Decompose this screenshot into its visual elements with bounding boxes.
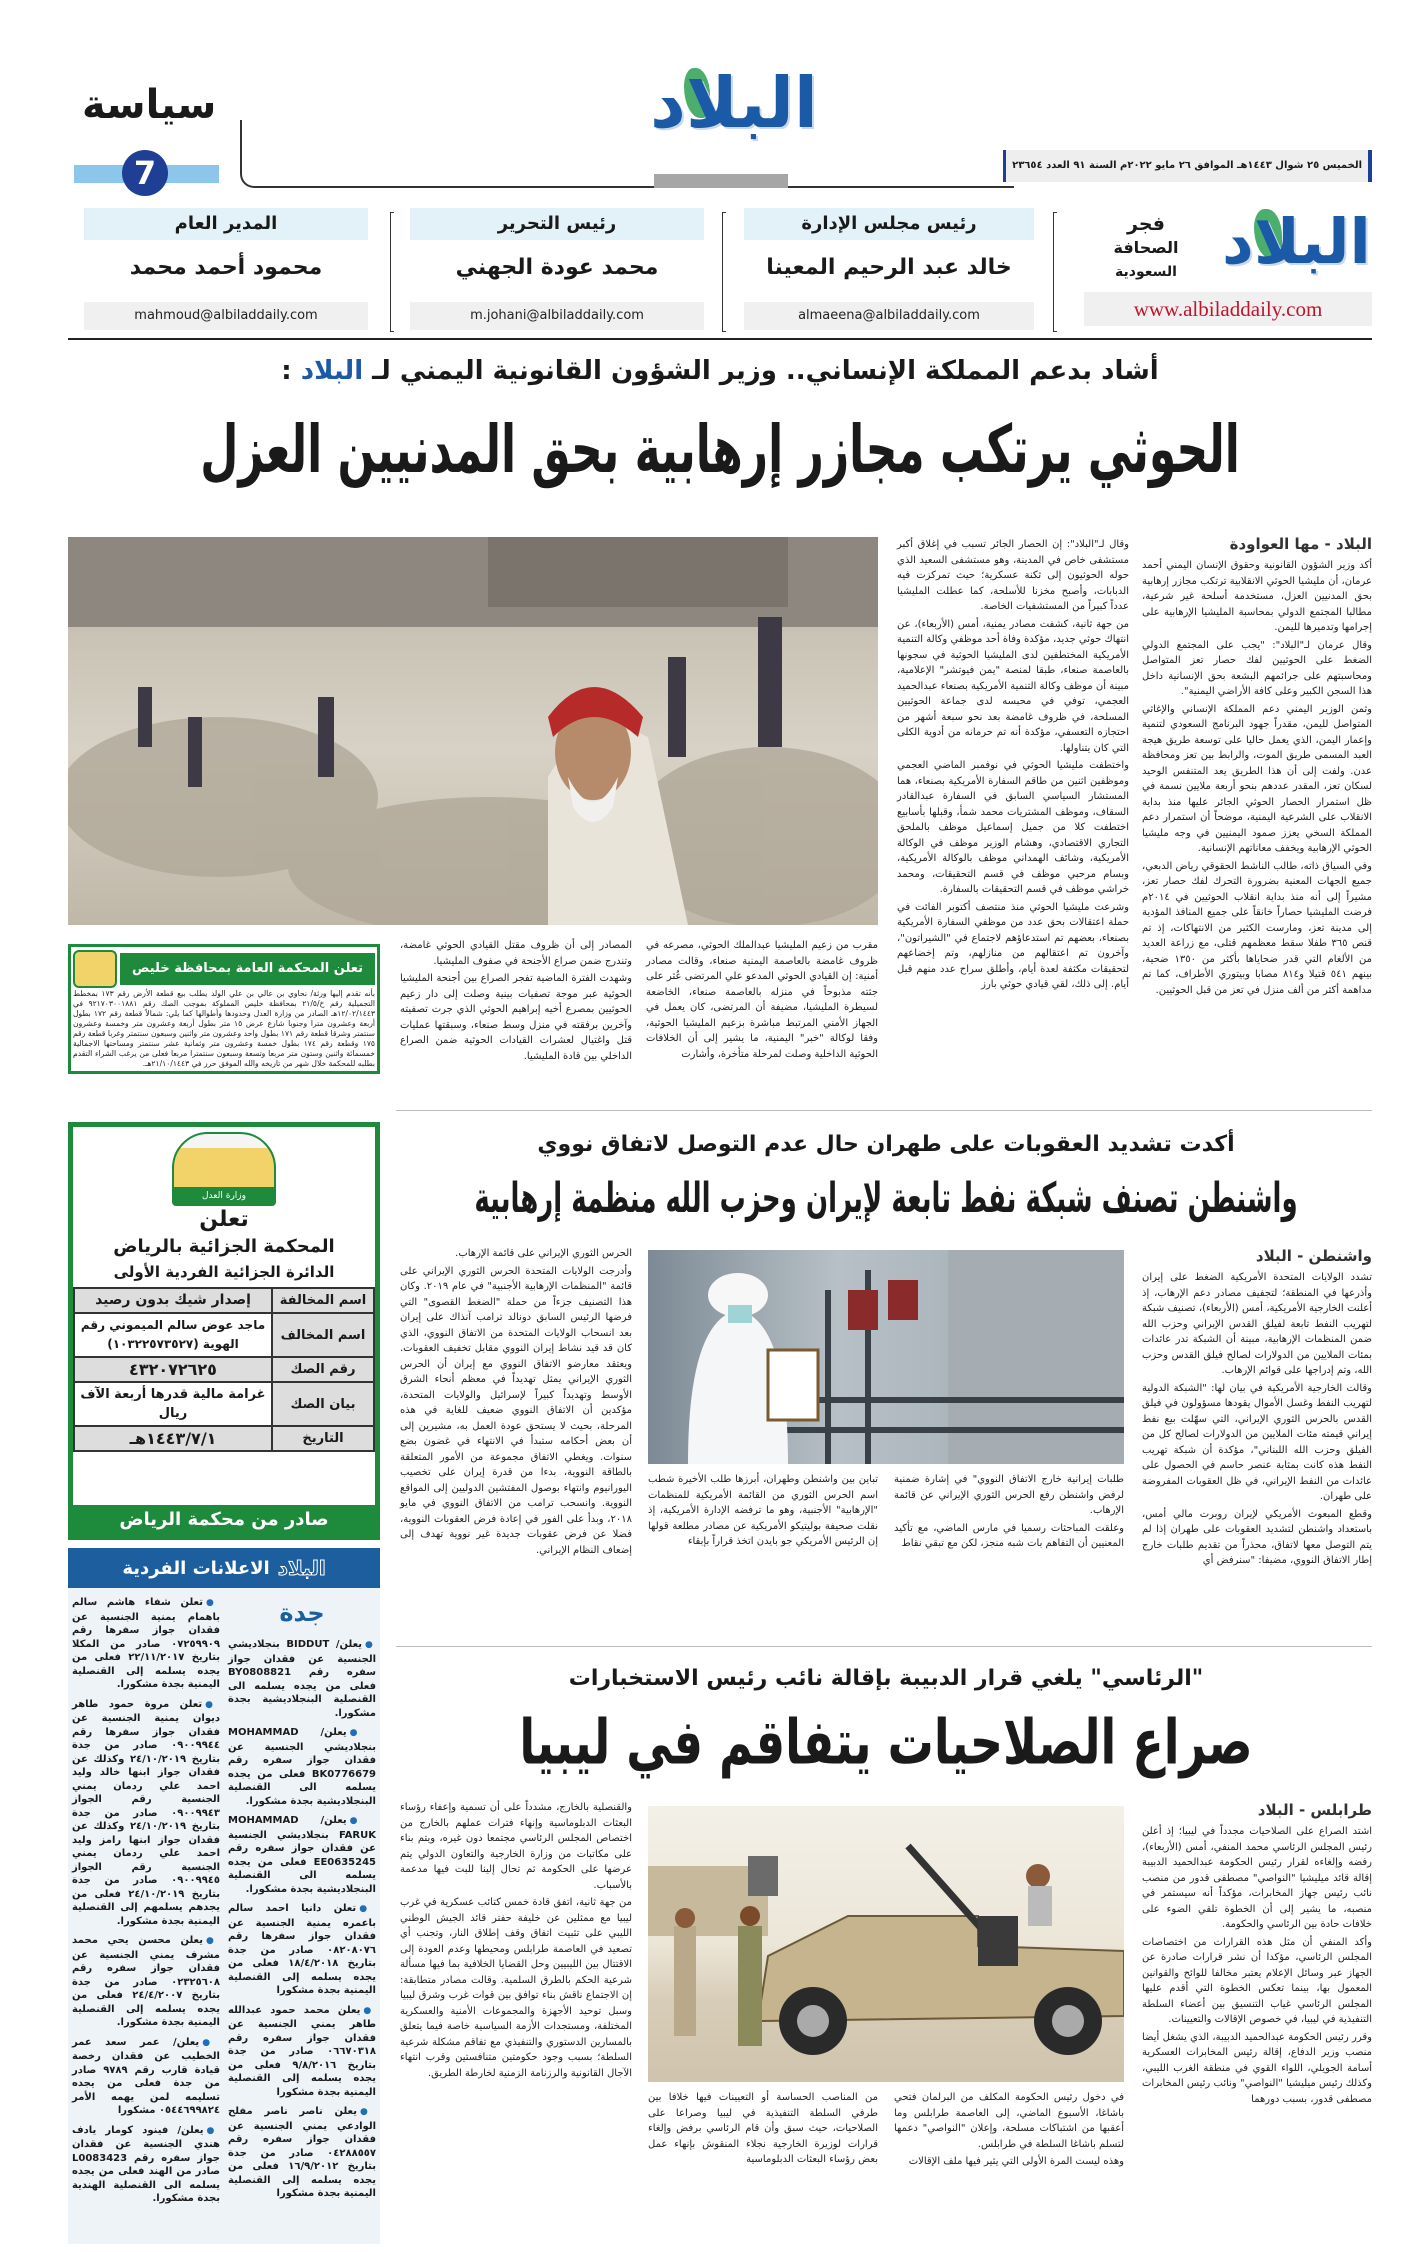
paragraph: واختطفت مليشيا الحوثي في نوفمبر الماضي العجمي وموظفين اثنين من طاقم السفارة الأمريكية بصنعاء، هما المستشار السياسي السابق في السفارة عبدالقادر السقاف، وموظف المشتريات محمد شمأ، وقبلها بأسابيع اختطفت كلا من جميل إسماعيل موظف بالملحق التجاري الاقتصادي، وهشام الوزير موظف في الوكالة الأمريكية، وشائف الهمداني موظف بالوكالة الأمريكية، وبسام مرحبي موظف في قسم التحقيقات، ومحمد خراشي موظف في قسم التحقيقات بالسفارة.: [897, 760, 1129, 895]
paragraph: تباين بين واشنطن وطهران، أبرزها طلب الأخيرة شطب اسم الحرس الثوري من القائمة الأمريكية للمنظمات "الإرهابية" الأجنبية، وهو ما ترفضه الإدارة الأمريكية، إذ نقلت صحيفة بوليتيكو الأمريكية عن مصادر مطلعة قولها إن الرئيس الأمريكي جو بايدن اتخذ قراراً بإبقاء: [648, 1474, 878, 1547]
classifieds-right-column: [228, 1594, 376, 2207]
paragraph: أكد وزير الشؤون القانونية وحقوق الإنسان اليمني أحمد عرمان، أن مليشيا الحوثي الانقلابية ترتكب مجازر إرهابية بحق المدنيين العزل، مستخدمة أسلحة غير شرعية، مطالبا المجتمع الدولي بمحاسبة المليشيا الإرهابية على إجرامها وتدميرها لليمن.: [1142, 560, 1372, 633]
row-label: رقم الصك: [272, 1357, 374, 1382]
top-logo: [650, 62, 818, 144]
paragraph: وشرعت مليشيا الحوثي منذ منتصف أكتوبر الفائت في حملة اعتقالات بحق عدد من موظفي السفارة الأمريكية بصنعاء، بعضهم تم استدعاؤهم لاجتماع في "الشيراتون"، وآخرون تم اعتقالهم من منازلهم، وتم إخضاعهم لتحقيقات مكثفة لعدة أيام، وأطلق سراح عدد منهم قبل أيام. إلى ذلك، لقي قيادي حوثي بارز: [897, 901, 1129, 990]
story3-column-4: [400, 1800, 632, 2083]
row-value: ماجد عوض سالم الميموني رقم الهوية (١٠٣٢٢٥٧٣٥٢٧): [74, 1313, 272, 1357]
logo-text: البلاد: [1222, 205, 1371, 278]
justice-ministry-emblem: [172, 1132, 276, 1206]
section-label: سياسة: [82, 82, 217, 128]
classifieds-left-column: [72, 1596, 220, 2212]
row-value: ١٤٤٣/٧/١هـ: [74, 1426, 272, 1451]
slogan-line: السعودية: [1115, 264, 1177, 280]
story1-divider: [396, 1110, 1372, 1111]
masthead-divider: [1053, 212, 1057, 332]
paragraph: وعلقت المباحثات رسميا في مارس الماضي، مع تأكيد المعنيين أن التفاهم بات شبه منجز، لكن مع تبقي نقاط: [894, 1522, 1124, 1549]
photo-lab-art: [648, 1250, 1124, 1464]
row-value: غرامة مالية قدرها أربعة الآف ريال: [74, 1382, 272, 1426]
story1-col2-body: [897, 537, 1129, 993]
paragraph: من جهة ثانية، اتفق قادة خمس كتائب عسكرية في غرب ليبيا مع ممثلين عن خليفة حفتر قائد الجيش الوطني الليبي على تثبيت اتفاق وقف إطلاق النار، وتجنب أي تصعيد في العاصمة طرابلس ومحيطها وعدم العودة إلى الاقتتال بين الليبيين وحل القضايا الخلافية بما فيها مسألة شرعية الحكم بالطرق السلمية. وقالت مصادر متطابقة: إن الاجتماع ناقش بناء توافق بين قوات غرب وشرق ليبيا وسبل توحيد الأجهزة والمجموعات الأمنية والعسكرية المختلفة، ومستجدات الأزمة السياسية خاصة فيما يتعلق بالمسارين الدستوري والتنفيذي مع تفاقم مشكلة شرعية السلطة؛ بسبب وجود حكومتين متنافستين وقرب انتهاء الآجال القانونية والرزنامة الزمنية لخارطة الطريق.: [400, 1897, 632, 2079]
slogan-line: الصحافة: [1113, 238, 1179, 257]
classifieds-header: [68, 1548, 380, 1588]
story3-kicker: "الرئاسي" يلغي قرار الدبيبة بإقالة نائب رئيس الاستخبارات: [568, 1666, 1204, 1691]
masthead-slogan: [1096, 212, 1196, 284]
paragraph: تشدد الولايات المتحدة الأمريكية الضغط على إيران وأذرعها في المنطقة؛ لتجفيف مصادر دعم الإرهاب، إذ أعلنت الخارجية الأمريكية، أمس (الأربعاء)، تصنيف شبكة لتهريب النفط تابعة لفيلق القدس الإيراني وحزب الله ضمن المنظمات الإرهابية، مبينة أن الشبكة تدر عائدات بمئات الملايين من الدولارات لصالح فيلق القدس وحزب الله، وتم إدراجها على قوائم الإرهاب.: [1142, 1272, 1372, 1376]
story2-column-2: [894, 1472, 1124, 1554]
story2-headline: واشنطن تصنف شبكة نفط تابعة لإيران وحزب الله منظمة إرهابية: [474, 1175, 1298, 1224]
story1-column-4: [400, 938, 632, 1066]
story3-col3-body: [648, 2090, 878, 2168]
classified-ad: ● يعلن/ BIDDUT بنجلاديشي الجنسية عن فقدان جواز سفره رقم BY0808821 فعلى من يجده يسلمه الى القنصلية البنجلاديشية بجدة مشكورا.: [228, 1638, 376, 1720]
khulais-court-ad: [68, 944, 380, 1074]
story2-col1-body: [1142, 1270, 1372, 1569]
story2-col3-body: [648, 1472, 878, 1550]
table-row: [74, 1426, 374, 1451]
staff-title: رئيس التحرير: [410, 208, 704, 240]
paragraph: وقطع المبعوث الأمريكي لإيران روبرت مالي أمس، باستعداد واشنطن لتشديد العقوبات على طهران إذا لم يتم التوصل معها لاتفاق، محذراً من تقديم طلبات خارج إطار الاتفاق النووي، مضيفا: "سنرفض أي: [1142, 1508, 1372, 1566]
photo-nuclear-facility: [648, 1250, 1124, 1464]
masthead-logo: [1222, 205, 1371, 278]
paragraph: وفي السياق ذاته، طالب الناشط الحقوقي رياض الدبعي، جميع الجهات المعنية بضرورة التحرك لفك حصار تعز، مشيراً إلى أنه منذ بداية انقلاب الحوثيين في ٢٠١٤م فرضت المليشيا حصاراً خانقاً على جميع المنافذ المؤدية إلى مدينة تعز، ومارست الكثير من الانتهاكات، إذ تم قنص ٣٦٥ طفلا سقط معظمهم قتلى، مع زراعة العديد من الألغام التي قدر ضحاياها بأكثر من ١٣٥٠ ضحية، بينهم ٥٤١ قتيلا و٨١٤ مصابا وبيتوري الأطراف، كما تم مداهمة أكثر من ألف منزل في تعز من قبل الحوثيين.: [1142, 860, 1372, 996]
photo-rubble-yemen: [68, 537, 878, 925]
logo-text: البلاد: [650, 62, 818, 144]
story2-col2-body: [894, 1472, 1124, 1552]
story1-column-3: [646, 938, 878, 1064]
paragraph: من جهة ثانية، كشفت مصادر يمنية، أمس (الأربعاء)، عن انتهاك حوثي جديد، مؤكدة وفاة أحد موظفي وكالة التنمية الأمريكية المختطفين لدى المليشيا الحوثية في سجونها بالعاصمة صنعاء، طبقا لمنصة "يمن فيوتشر" الإعلامية، مبينة أن موظف وكالة التنمية الأمريكية بصنعاء عبدالحميد العجمي، توفي في محبسه لدى جماعة الحوثيين المسلحة، في ظروف غامضة بعد نحو سبعة أشهر من احتجازه التعسفي، مؤكدة أنه تم حرمانه من أدوية الكلى التي كان يتناولها.: [897, 618, 1129, 754]
story3-byline: طرابلس - البلاد: [1257, 1801, 1372, 1819]
staff-name: محمد عودة الجهني: [455, 255, 659, 280]
classified-ad: ● يعلن محسن يحي محمد مشرف يمني الجنسية عن فقدان جواز سفره رقم ٠٢٣٢٥٦٠٨ صادر من جدة بتاريخ ٢٤/٤/٢٠٠٧ فعلى من يجده يسلمه إلى القنصلية اليمنية بجدة مشكورا.: [72, 1934, 220, 2030]
classified-ad: ● يعلن/ MOHAMMAD بنجلاديشي الجنسية عن فقدان جواز سفره رقم BK0776679 فعلى من يجده يسلمه الى القنصلية البنجلاديشية بجدة مشكورا.: [228, 1726, 376, 1808]
paragraph: وأكد المنفي أن مثل هذه القرارات من اختصاصات المجلس الرئاسي، مؤكدا أن نشر قرارات صادرة عن الجهاز عبر وسائل الإعلام يعتبر مخالفا للوائح والقوانين المعمول بها، بينما تعكس الخطوة التي أقدم عليها المجلس الرئاسي غياب التنسيق بين أعضاء السلطة التنفيذية في ليبيا، في خصوص الإقالات والتعيينات.: [1142, 1936, 1372, 2025]
paragraph: والقنصلية بالخارج، مشدداً على أن تسمية وإعفاء رؤساء البعثات الدبلوماسية وإنهاء فترات عملهم بالخارج من اختصاص المجلس الرئاسي مجتمعا دون غيره، ويتم بناء على مكاتبات من وزارة الخارجية والتعاون الدولي يتم عرضها على الحكومة ثم تحال إلينا للبت فيها مدعمة بالأسباب.: [400, 1802, 632, 1891]
staff-editor: [410, 208, 704, 336]
paragraph: وأدرجت الولايات المتحدة الحرس الثوري الإيراني على قائمة "المنظمات الإرهابية الأجنبية" في عام ٢٠١٩. وكان هذا التصنيف جزءاً من حملة "الضغط القصوى" التي فرضها الرئيس السابق دونالد ترامب آنذاك على إيران بعد انسحاب الولايات المتحدة من الاتفاق النووي، الذي كان قد قيد نشاط إيران النووي مقابل تخفيف العقوبات. ويعتقد معارضو الاتفاق النووي مع إيران أن الحرس الثوري الإيراني يمثل تهديداً في معظم أنحاء الشرق الأوسط وتهديداً كبيراً لإسرائيل والولايات المتحدة، مؤكدين أن الاتفاق النووي ضعيف للغاية في هذه المرحلة، بحيث لا يستحق عودة العمل به، مشيرين إلى أن بعض أحكامه ستبدأ في الانتهاء في غضون بضع سنوات. ويغطي الاتفاق مجموعة من الأمور المتعلقة بالطاقة النووية، بدءا من قدرة إيران على تخصيب اليورانيوم وانتهاء بوصول المفتشين الدوليين إلى المواقع النووية. وانسحب ترامب من الاتفاق النووي في مايو ٢٠١٨، وبدأ على الفور في إعادة فرض العقوبات النووية، فضلا عن فرض عقوبات جديدة غير نووية تهدف إلى إضعاف النظام الإيراني.: [400, 1265, 632, 1556]
story1-col1-body: [1142, 558, 1372, 998]
classified-ad: ● يعلن/ فينود كومار يادف هندي الجنسية عن فقدان جواز سفره رقم L0083423 صادر من الهند فعلى من يجده يسلمه الى القنصلية الهندية بجدة مشكورا.: [72, 2124, 220, 2206]
story2-divider: [396, 1646, 1372, 1647]
khulais-ad-header: [73, 949, 375, 989]
paragraph: وقالت الخارجية الأمريكية في بيان لها: "الشبكة الدولية لتهريب النفط وغسل الأموال يقودها مسؤولون في فيلق القدس بالحرس الثوري الإيراني، التي سهّلت بيع نفط إيراني قيمته مئات الملايين من الدولارات لصالح كل من الفيلق وحزب الله اللبناني"، مؤكدة أن شبكة تهريب النفط هذه كانت بمثابة عنصر حاسم في الحصول على عائدات من النفط الإيراني، في ظل العقوبات المفروضة على طهران.: [1142, 1382, 1372, 1502]
khulais-ad-title: تعلن المحكمة العامة بمحافظة خليص: [120, 953, 375, 985]
staff-chairman: [744, 208, 1034, 336]
page-number-badge: 7: [122, 150, 168, 196]
staff-email[interactable]: mahmoud@albiladdaily.com: [84, 302, 368, 330]
masthead-rule: [68, 338, 1372, 340]
paragraph: طلبات إيرانية خارج الاتفاق النووي" في إشارة ضمنية لرفض واشنطن رفع الحرس الثوري الإيراني عن قائمة الإرهاب.: [894, 1474, 1124, 1516]
classifieds-logo: البلاد: [277, 1556, 326, 1580]
classified-ad: ● يعلن ناصر ناصر مفلح الوادعي يمني الجنسية عن فقدان جواز سفره رقم ٠٤٢٨٨٥٥٧ صادر من جدة بتاريخ ١٦/٩/٢٠١٢ فعلى من يجده يسلمه إلى القنصلية اليمنية بجدة مشكورا: [228, 2105, 376, 2201]
classified-ad: ● تعلن شفاء هاشم سالم باهمام يمنية الجنسية عن فقدان جواز سفرها رقم ٠٧٢٥٩٩٠٩ صادر من المكلا بتاريخ ٢٢/١١/٢٠١٧ فعلى من يجده يسلمه إلى القنصلية اليمنية بجدة مشكورا.: [72, 1596, 220, 1692]
row-value: ٤٣٢٠٧٢٦٢٥: [74, 1357, 272, 1382]
table-row: [74, 1357, 374, 1382]
story1-byline: البلاد - مها العواودة: [1229, 535, 1372, 553]
masthead-divider: [722, 212, 726, 332]
staff-name: خالد عبد الرحيم المعينا: [766, 255, 1012, 280]
paragraph: في دخول رئيس الحكومة المكلف من البرلمان فتحي باشاغا، الأسبوع الماضي، إلى العاصمة طرابلس وما أعقبها من اشتباكات مسلحة، وإعلان "النواصي" دعمها لتسلم باشاغا السلطة في طرابلس.: [894, 2092, 1124, 2150]
classified-ad: ● تعلن دانيا احمد سالم باعمره يمنية الجنسية عن فقدان جواز سفرها رقم ٠٨٢٠٨٠٧٦ صادر من جدة بتاريخ ١٨/٤/٢٠١٨ فعلى من يجده يسلمه إلى القنصلية اليمنية بجدة مشكورا: [228, 1902, 376, 1998]
story1-column-1: [1142, 534, 1372, 1000]
row-label: اسم المخالف: [272, 1313, 374, 1357]
court-announces: تعلن: [199, 1207, 249, 1232]
staff-email[interactable]: almaeena@albiladdaily.com: [744, 302, 1034, 330]
kicker-suffix: :: [281, 356, 292, 386]
staff-title: المدير العام: [84, 208, 368, 240]
staff-name: محمود أحمد محمد: [129, 255, 323, 280]
classifieds-city: جدة: [279, 1599, 325, 1627]
table-row: [74, 1313, 374, 1357]
court-name: المحكمة الجزائية بالرياض: [113, 1236, 335, 1257]
row-value: إصدار شيك بدون رصيد: [74, 1288, 272, 1313]
story3-col2-body: [894, 2090, 1124, 2170]
classified-ad: ● يعلن/ عمر سعد عمر الخطيب عن فقدان رخصة قيادة قارب رقم ٩٧٨٩ صادر من جدة فعلى من يجده تسليمه لمن يهمه الأمر ٠٥٤٤٦٩٩٨٢٤ مشكورا: [72, 2036, 220, 2118]
court-notice-footer: صادر من محكمة الرياض: [73, 1505, 375, 1535]
story3-column-1: [1142, 1800, 1372, 2109]
story2-column-3: [648, 1472, 878, 1552]
paragraph: المصادر إلى أن ظروف مقتل القيادي الحوثي غامضة، وتندرج ضمن صراع الأجنحة في صفوف المليشيا.: [400, 940, 632, 967]
photo-libya-technical: [648, 1806, 1124, 2082]
staff-email[interactable]: m.johani@albiladdaily.com: [410, 302, 704, 330]
story1-headline: الحوثي يرتكب مجازر إرهابية بحق المدنيين العزل: [200, 412, 1240, 489]
paragraph: اشتد الصراع على الصلاحيات مجدداً في ليبيا؛ إذ أعلن رئيس المجلس الرئاسي محمد المنفي، أمس (الأربعاء)، رفضه وإلغاءه لقرار رئيس الحكومة عبدالحميد الدبيبة إقالة قائد ميليشيا "النواصي" مصطفى قدور من منصب نائب رئيس جهاز المخابرات، مؤكداً أنه سيستمر في منصبه، ما يشير إلى أن الخطوة تلقي الضوء على خلافات حادة بين الرئاسي والحكومة.: [1142, 1826, 1372, 1930]
paragraph: وقال لـ"البلاد": إن الحصار الجائر تسبب في إغلاق أكبر مستشفى خاص في المدينة، وهو مستشفى السعيد الذي حوله الحوثيون إلى ثكنة عسكرية؛ حيث تمركزت فيه الدبابات، وأصبح مخزنا للأسلحة، كما عطلت المليشيا عدداً كبيراً من المستشفيات الخاصة.: [897, 539, 1129, 612]
story2-byline: واشنطن - البلاد: [1255, 1247, 1372, 1265]
masthead-divider: [390, 212, 394, 332]
story3-column-2: [894, 2090, 1124, 2172]
paragraph: مقرب من زعيم المليشيا عبدالملك الحوثي، مصرعه في ظروف غامضة بالعاصمة اليمنية صنعاء، وقالت مصادر أمنية: إن القيادي الحوثي المدعو علي المرتضى عُثر على جثته مذبوحاً في منزله بالعاصمة صنعاء، الخاضعة لسيطرة المليشيا، مضيفة أن المرتضى، كان يعمل في الجهاز الأمني المرتبط مباشرة بزعيم المليشيا الحوثية، وفقا لوكالة "خبر" اليمنية، ما يشير إلى أن الخلافات الحوثية الداخلية وصلت لمرحلة متأخرة، وأشارت: [646, 940, 878, 1060]
story3-col1-body: [1142, 1824, 1372, 2107]
staff-gm: [84, 208, 368, 336]
story3-col4-body: [400, 1800, 632, 2081]
paragraph: وقرر رئيس الحكومة عبدالحميد الدبيبة، الذي يشغل أيضا منصب وزير الدفاع، إقالة رئيس المخابرات العسكرية أسامة الجويلي، اللواء القوي في منطقة الغرب الليبي، وكذلك رئيس ميليشيا "النواصي" ونائب رئيس المخابرات مصطفى قدور، بسبب دورهما: [1142, 2031, 1372, 2105]
story1-kicker: [68, 356, 1372, 386]
paragraph: الحرس الثوري الإيراني على قائمة الإرهاب.: [455, 1248, 632, 1259]
paragraph: وقال عرمان لـ"البلاد": "يجب على المجتمع الدولي الضغط على الحوثيين لفك حصار تعز المتواصل ومحاسبتهم على جرائمهم البشعة بحق الإنسانية داخل هذا السجن الكبير وعلى كافة الأراضي اليمنية".: [1142, 639, 1372, 697]
justice-emblem-icon: [73, 950, 117, 988]
story2-column-1: [1142, 1246, 1372, 1571]
khulais-ad-body: بأنه تقدم إليها ورثة/ نحاوي بن عالي بن علي الولد يطلب بيع قطعة الأرض رقم ١٧٣ بمخطط التجميلية رقم خ/٢١/٥ بمحافظة خليص المملوكة بموجب الصك رقم ٩٢١٧٠٣٠٠١٨٨١ في ١٢/٠٢/١٤٤٣هـ الصادر من وزارة العدل وحدودها وأطوالها كما يلي: شمالاً قطعة رقم ١٧٢ بطول أربعة وعشرون مترا وجنوبا شارع عرض ١٥ متر بطول أربعة وعشرون متر وخمسة وعشرون سنتمتر وشرقا قطعة رقم ١٧١ بطول واحد وعشرون متر واثنين وسبعون سنتمتر وغربا قطعة رقم ١٧٥ وقطعة رقم ١٧٤ بطول خمسة وعشرون متر وثمانية عشر سنتمتر ومساحتها الاجمالية خمسمائة واثنين وستون متر مربعا وتسعة وسبعون سنتمترا مربعا فعلى من يرغب الشراء التقدم بطلبه للمحكمة خلال شهر من تاريخه والله الموفق حرر في ٢١/١٠/١٤٤٣هـ.: [73, 989, 376, 1068]
classified-ad: ● يعلن/ MOHAMMAD FARUK بنجلاديشي الجنسية عن فقدان جواز سفره رقم EE0635245 فعلى من يجده يسلمه الى القنصلية البنجلاديشية بجدة مشكورا.: [228, 1814, 376, 1896]
table-row: [74, 1288, 374, 1313]
story2-kicker: أكدت تشديد العقوبات على طهران حال عدم التوصل لاتفاق نووي: [537, 1132, 1235, 1157]
paragraph: من المناصب الحساسة أو التعيينات فيها خلافا بين طرفي السلطة التنفيذية في ليبيا وصراعا على الصلاحيات، حيث سبق وأن قام الرئاسي برفض وإلغاء قرارات لوزيرة الخارجية نجلاء المنقوش بإنهاء عمل بعض رؤساء البعثات الدبلوماسية: [648, 2092, 878, 2165]
kicker-text: أشاد بدعم المملكة الإنساني.. وزير الشؤون القانونية اليمني لـ: [372, 356, 1159, 386]
kicker-logo: البلاد: [300, 356, 364, 386]
row-label: اسم المخالفة: [272, 1288, 374, 1313]
story3-headline: صراع الصلاحيات يتفاقم في ليبيا: [519, 1705, 1253, 1779]
riyadh-court-notice: [68, 1122, 380, 1540]
emblem-caption: وزارة العدل: [202, 1191, 246, 1201]
story1-col3-body: [646, 938, 878, 1062]
court-notice-table: [73, 1287, 375, 1452]
classifieds-right-list: [228, 1638, 376, 2201]
website-link[interactable]: www.albiladdaily.com: [1084, 292, 1372, 326]
classified-ad: ● يعلن محمد حمود عبدالله طاهر يمني الجنسية عن فقدان جواز سفره رقم ٠٦٦٧٠٣١٨ صادر من جدة بتاريخ ٩/٨/٢٠١٦ فعلى من يجده يسلمه إلى القنصلية اليمنية بجدة مشكورا: [228, 2004, 376, 2100]
classifieds-title: الاعلانات الفردية: [122, 1557, 270, 1579]
dateline: الخميس ٢٥ شوال ١٤٤٣هـ الموافق ٢٦ مايو ٢٠٢٢م السنة ٩١ العدد ٢٣٦٥٤: [1003, 150, 1372, 182]
staff-title: رئيس مجلس الإدارة: [744, 208, 1034, 240]
photo-truck-art: [648, 1806, 1124, 2082]
header-rule: [240, 120, 1014, 188]
photo-rubble-art: [68, 537, 878, 925]
story1-col4-body: [400, 938, 632, 1064]
classifieds-left-list: [72, 1596, 220, 2206]
paragraph: وهذه ليست المرة الأولى التي يثير فيها ملف الإقالات: [908, 2156, 1124, 2167]
story2-col4-body: [400, 1246, 632, 1558]
classified-ad: ● تعلن مروة حمود طاهر ديوان يمنية الجنسية عن فقدان جواز سفرها رقم ٠٩٠٠٩٩٤٤ صادر من جدة بتاريخ ٢٤/١٠/٢٠١٩ وكذلك عن فقدان جواز ابنها خالد وليد احمد علي ردمان يمني الجنسية رقم الجواز ٠٩٠٠٩٩٤٣ صادر من جدة بتاريخ ٢٤/١٠/٢٠١٩ وكذلك عن فقدان جواز ابنها رامز وليد احمد علي ردمان يمني الجنسية رقم الجواز ٠٩٠٠٩٩٤٥ صادر من جدة بتاريخ ٢٤/١٠/٢٠١٩ فعلى من يجدهم يسلمهم إلى القنصلية اليمنية بجدة مشكورا.: [72, 1698, 220, 1929]
row-label: بيان الصك: [272, 1382, 374, 1426]
paragraph: وثمن الوزير اليمني دعم المملكة الإنساني والإغاثي المتواصل لليمن، مقدراً جهود البرنامج السعودي لتنمية وإعمار اليمن، الذي يعمل حاليا على توسعة طريق هيجة العبد المسمى طريق الموت، والرابط بين تعز ومحافظة عدن. ولفت إلى أن هذا الطريق يعد المتنفس الوحيد لسكان تعز، المقدر عددهم بنحو أربعة ملايين نسمة في ظل استمرار الحصار الحوثي الجائر عليها منذ بداية الانقلاب على الشرعية اليمنية، موضحاً أن استمرار دعم المملكة السخي يعزز صمود اليمنيين في وجه مليشيا الحوثي الإرهابية ويخفف معاناتهم الإنسانية.: [1142, 703, 1372, 854]
paragraph: وشهدت الفترة الماضية تفجر الصراع بين أجنحة المليشيا الحوثية عبر موجة تصفيات بينية وصلت إلى دار زعيم الحوثيين بمصرع أخيه إبراهيم الحوثي الذي جرت تصفيته وآخرين برفقته في منزل وسط صنعاء، وسبقتها عمليات قتل واغتيال لعشرات القيادات الحوثية ضمن الصراع الداخلي بين قادة المليشيا.: [400, 973, 632, 1062]
logo-underbar: [654, 174, 788, 188]
story1-column-2: [897, 537, 1129, 995]
row-label: التاريخ: [272, 1426, 374, 1451]
story2-column-4: [400, 1246, 632, 1560]
court-circuit: الدائرة الجزائية الفردية الأولى: [113, 1263, 335, 1281]
table-row: [74, 1382, 374, 1426]
slogan-line: فجر: [1127, 213, 1165, 235]
story3-column-3: [648, 2090, 878, 2170]
